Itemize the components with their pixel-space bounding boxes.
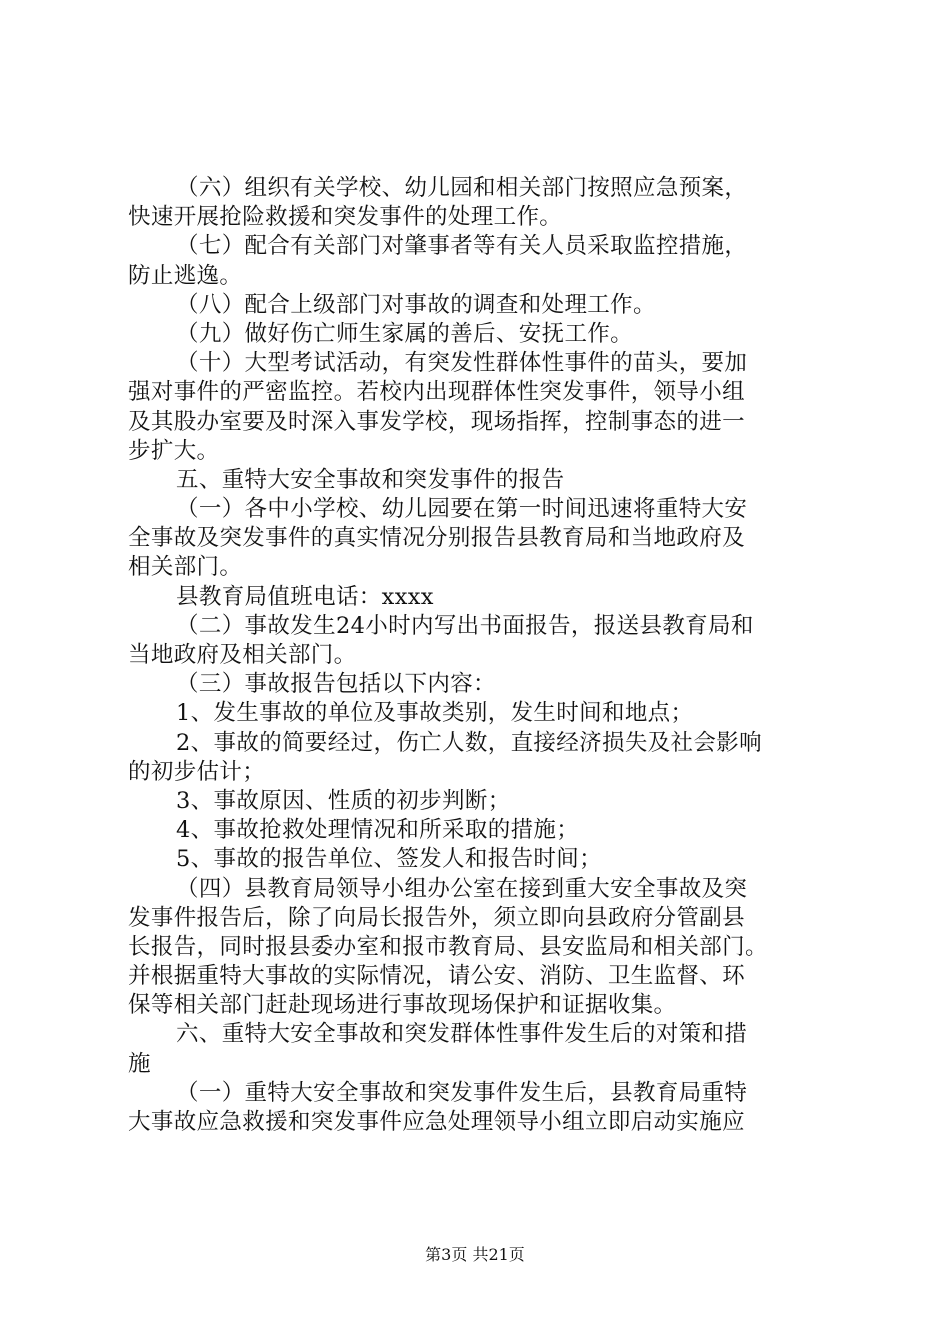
text-line: 4、事故抢救处理情况和所采取的措施； xyxy=(176,817,580,844)
text-line: 发事件报告后，除了向局长报告外，须立即向县政府分管副县 xyxy=(128,904,745,931)
text-line: （七）配合有关部门对肇事者等有关人员采取监控措施， xyxy=(176,233,748,260)
text-line: （九）做好伤亡师生家属的善后、安抚工作。 xyxy=(176,320,634,347)
text-line: 当地政府及相关部门。 xyxy=(128,642,357,668)
text-line: 大事故应急救援和突发事件应急处理领导小组立即启动实施应 xyxy=(128,1109,745,1135)
text-line: 5、事故的报告单位、签发人和报告时间； xyxy=(176,846,602,873)
text-line: 并根据重特大事故的实际情况，请公安、消防、卫生监督、环 xyxy=(128,963,745,990)
document-body xyxy=(128,174,828,1137)
text-line: 保等相关部门赶赴现场进行事故现场保护和证据收集。 xyxy=(128,992,677,1019)
text-line: （三）事故报告包括以下内容： xyxy=(176,671,496,698)
text-line: 施 xyxy=(128,1050,151,1077)
text-line: 2、事故的简要经过，伤亡人数，直接经济损失及社会影响 xyxy=(176,729,762,756)
text-line: 1、发生事故的单位及事故类别，发生时间和地点； xyxy=(176,700,694,727)
text-line: （六）组织有关学校、幼儿园和相关部门按照应急预案， xyxy=(176,175,748,201)
text-line: 长报告，同时报县委办室和报市教育局、县安监局和相关部门。 xyxy=(128,933,768,960)
text-line: （八）配合上级部门对事故的调查和处理工作。 xyxy=(176,291,656,318)
text-line: 3、事故原因、性质的初步判断； xyxy=(176,787,511,814)
text-line: （二）事故发生24小时内写出书面报告，报送县教育局和 xyxy=(176,612,754,639)
text-line: 强对事件的严密监控。若校内出现群体性突发事件，领导小组 xyxy=(128,379,745,406)
text-line: （一）重特大安全事故和突发事件发生后，县教育局重特 xyxy=(176,1079,748,1106)
text-line: 六、重特大安全事故和突发群体性事件发生后的对策和措 xyxy=(176,1021,748,1048)
text-line: 防止逃逸。 xyxy=(128,262,243,289)
text-line: 县教育局值班电话：xxxx xyxy=(176,583,434,610)
text-line: （四）县教育局领导小组办公室在接到重大安全事故及突 xyxy=(176,875,748,902)
text-line: 的初步估计； xyxy=(128,758,266,785)
text-line: （一）各中小学校、幼儿园要在第一时间迅速将重特大安 xyxy=(176,496,748,523)
page-footer: 第3页 共21页 xyxy=(425,1245,525,1264)
text-line: （十）大型考试活动，有突发性群体性事件的苗头，要加 xyxy=(176,350,748,377)
text-line: 五、重特大安全事故和突发事件的报告 xyxy=(176,466,565,493)
text-line: 相关部门。 xyxy=(128,554,243,581)
text-line: 及其股办室要及时深入事发学校，现场指挥，控制事态的进一 xyxy=(128,408,745,435)
text-line: 快速开展抢险救援和突发事件的处理工作。 xyxy=(128,204,563,231)
text-line: 步扩大。 xyxy=(128,437,220,464)
text-line: 全事故及突发事件的真实情况分别报告县教育局和当地政府及 xyxy=(128,525,745,552)
